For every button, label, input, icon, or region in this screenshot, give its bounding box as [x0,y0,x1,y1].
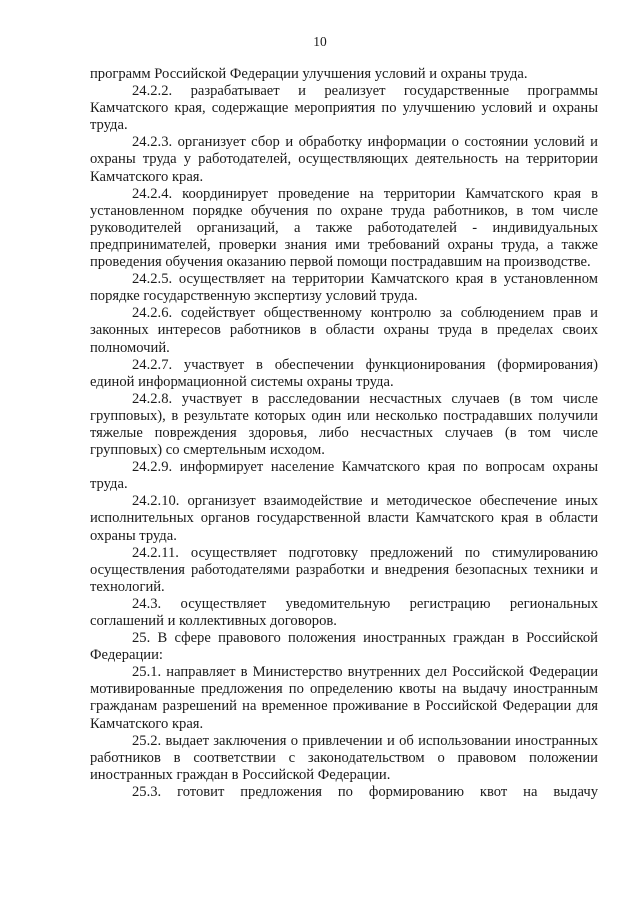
paragraph-24-2-10: 24.2.10. организует взаимодействие и методическое обеспечение иных исполнительных органов государственной власти Камчатского края в области охраны труда. [90,493,598,544]
paragraph-continuation: программ Российской Федерации улучшения условий и охраны труда. [90,66,528,82]
document-body [90,66,598,801]
paragraph-24-2-3: 24.2.3. организует сбор и обработку информации о состоянии условий и охраны труда у работодателей, осуществляющих деятельность на территории Камчатского края. [90,134,598,185]
paragraph-24-2-2: 24.2.2. разрабатывает и реализует государственные программы Камчатского края, содержащие мероприятия по улучшению условий и охраны труда. [90,83,598,134]
paragraph-25-1: 25.1. направляет в Министерство внутренних дел Российской Федерации мотивированные предложения по определению квоты на выдачу иностранным гражданам разрешений на временное проживание в Российской Федерации для Камчатского края. [90,664,598,732]
paragraph-24-2-4: 24.2.4. координирует проведение на территории Камчатского края в установленном порядке обучения по охране труда работников, в том числе руководителей организаций, а также работодателей - индивидуальных предпринимателей, проверки знания ими требований охраны труда, а также проведения обучения оказанию первой помощи пострадавшим на производстве. [90,185,598,271]
paragraph-25-3: 25.3. готовит предложения по формированию квот на выдачу [132,783,598,800]
paragraph-25-2: 25.2. выдает заключения о привлечении и об использовании иностранных работников в соответствии с законодательством о правовом положении иностранных граждан в Российской Федерации. [90,732,598,783]
paragraph-24-2-7: 24.2.7. участвует в обеспечении функционирования (формирования) единой информационной системы охраны труда. [90,356,598,390]
paragraph-24-2-5: 24.2.5. осуществляет на территории Камчатского края в установленном порядке государственную экспертизу условий труда. [90,271,598,305]
paragraph-24-3: 24.3. осуществляет уведомительную регистрацию региональных соглашений и коллективных договоров. [90,595,598,629]
paragraph-24-2-11: 24.2.11. осуществляет подготовку предложений по стимулированию осуществления работодателями разработки и внедрения безопасных техники и технологий. [90,544,598,595]
paragraph-24-2-9: 24.2.9. информирует население Камчатского края по вопросам охраны труда. [90,459,598,493]
paragraph-24-2-8: 24.2.8. участвует в расследовании несчастных случаев (в том числе групповых), в результате которых один или несколько пострадавших получили тяжелые повреждения здоровья, либо несчастных случаев (в том числе групповых) со смертельным исходом. [90,390,598,459]
paragraph-24-2-6: 24.2.6. содействует общественному контролю за соблюдением прав и законных интересов работников в области охраны труда в пределах своих полномочий. [90,305,598,356]
paragraph-25: 25. В сфере правового положения иностранных граждан в Российской Федерации: [90,630,598,664]
page-number: 10 [313,34,327,49]
